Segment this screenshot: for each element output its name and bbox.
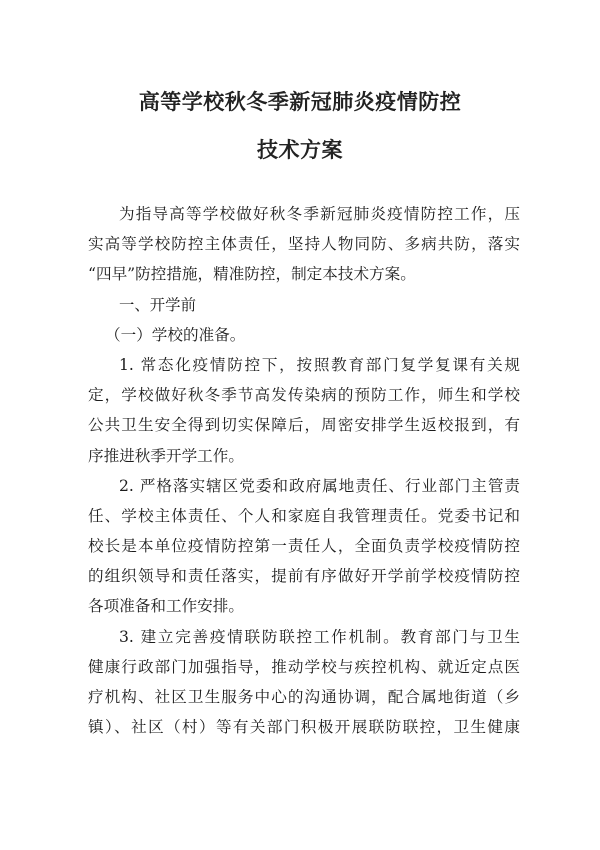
item-2-paragraph — [88, 471, 520, 622]
document-title-line-1: 高等学校秋冬季新冠肺炎疫情防控 — [138, 90, 462, 114]
section-heading: 一、开学前 — [119, 295, 196, 314]
paragraph-line: 的组织领导和责任落实，提前有序做好开学前学校疫情防控 — [88, 567, 520, 586]
paragraph-line: 各项准备和工作安排。 — [88, 597, 244, 616]
paragraph-line: 任、学校主体责任、个人和家庭自我管理责任。党委书记和 — [88, 506, 520, 525]
paragraph-line: 1. 常态化疫情防控下，按照教育部门复学复课有关规 — [119, 355, 520, 374]
item-1-paragraph — [88, 350, 520, 471]
paragraph-line: “四早”防控措施，精准防控，制定本技术方案。 — [88, 265, 416, 284]
paragraph-line: 序推进秋季开学工作。 — [88, 446, 244, 465]
paragraph-line: 镇）、社区（村）等有关部门积极开展联防联控，卫生健康 — [88, 718, 520, 737]
paragraph-line: 疗机构、社区卫生服务中心的沟通协调，配合属地街道（乡 — [88, 688, 520, 706]
paragraph-line: 校长是本单位疫情防控第一责任人，全面负责学校疫情防控 — [88, 537, 520, 556]
paragraph-line: 3. 建立完善疫情联防联控工作机制。教育部门与卫生 — [119, 627, 520, 646]
paragraph-line: 2. 严格落实辖区党委和政府属地责任、行业部门主管责 — [119, 476, 520, 495]
item-3-paragraph — [88, 622, 520, 743]
paragraph-line: 为指导高等学校做好秋冬季新冠肺炎疫情防控工作，压 — [119, 205, 520, 223]
paragraph-line: 实高等学校防控主体责任，坚持人物同防、多病共防，落实 — [88, 235, 520, 254]
document-body — [88, 199, 520, 742]
paragraph-line: 公共卫生安全得到切实保障后，周密安排学生返校报到，有 — [88, 416, 520, 435]
subsection-heading: （一）学校的准备。 — [105, 325, 246, 344]
paragraph-line: 定，学校做好秋冬季节高发传染病的预防工作，师生和学校 — [88, 386, 520, 405]
document-title-line-2: 技术方案 — [257, 138, 343, 162]
intro-paragraph — [88, 199, 520, 290]
paragraph-line: 健康行政部门加强指导，推动学校与疾控机构、就近定点医 — [88, 657, 520, 676]
